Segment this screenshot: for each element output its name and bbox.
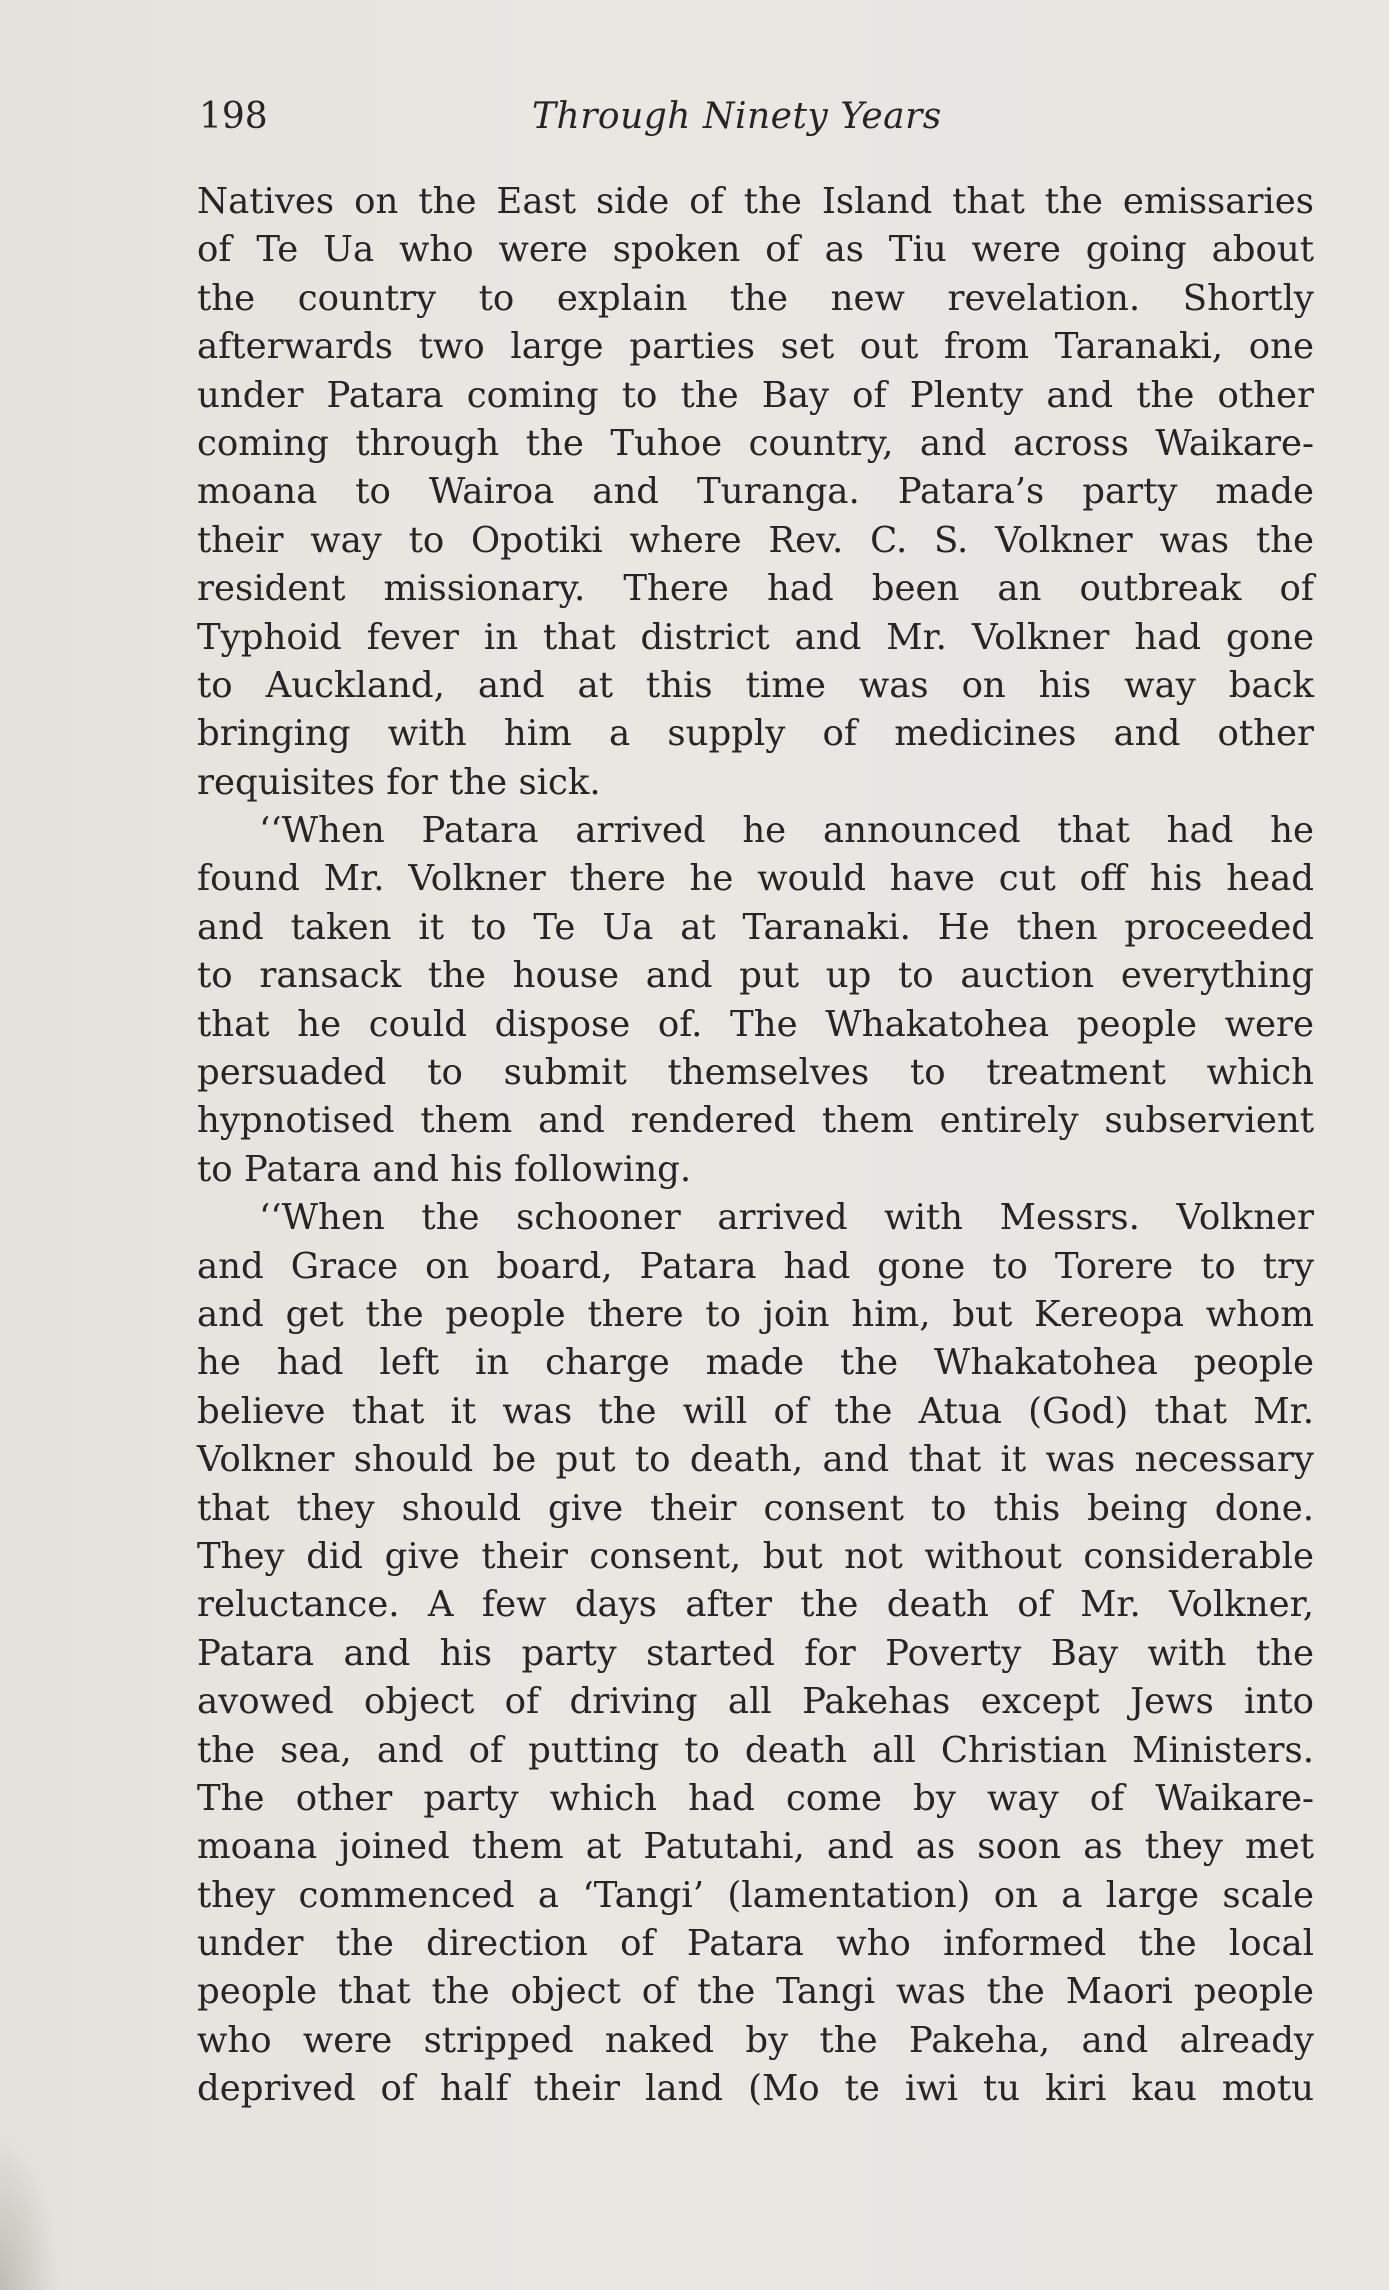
text-line: Natives on the East side of the Island that the emissaries [197,181,1314,222]
text-line: reluctance. A few days after the death of Mr. Volkner, [197,1584,1314,1626]
text-line: under Patara coming to the Bay of Plenty and the other [197,374,1314,416]
text-line: ‘‘When the schooner arrived with Messrs. Volkner [259,1197,1314,1239]
text-line: people that the object of the Tangi was the Maori people [197,1971,1314,2013]
text-line: the sea, and of putting to death all Christian Ministers. [197,1729,1314,1771]
text-line: and Grace on board, Patara had gone to Torere to try [197,1245,1314,1287]
page-header [197,92,1317,152]
text-line: and get the people there to join him, but Kereopa whom [197,1293,1314,1335]
text-line: they commenced a ‘Tangi’ (lamentation) on a large scale [197,1874,1314,1916]
page-number: 198 [199,96,268,137]
text-line: The other party which had come by way of Waikare- [197,1777,1314,1819]
text-line: of Te Ua who were spoken of as Tiu were going about [197,229,1314,271]
text-line: found Mr. Volkner there he would have cut off his head [197,858,1314,900]
text-line: to ransack the house and put up to auction everything [197,955,1314,997]
running-title: Through Ninety Years [532,96,942,137]
text-line: bringing with him a supply of medicines and other [197,713,1314,755]
text-line: moana to Wairoa and Turanga. Patara’s party made [197,471,1314,513]
paragraph-3 [197,1194,1314,2113]
text-line: afterwards two large parties set out from Taranaki, one [197,326,1314,368]
text-line: deprived of half their land (Mo te iwi tu kiri kau motu [197,2068,1314,2110]
text-line: coming through the Tuhoe country, and across Waikare- [197,422,1314,464]
text-line: and taken it to Te Ua at Taranaki. He then proceeded [197,906,1314,948]
text-line: They did give their consent, but not without considerable [197,1535,1314,1577]
text-line: Volkner should be put to death, and that it was necessary [197,1439,1314,1481]
text-line: Patara and his party started for Poverty Bay with the [197,1632,1314,1674]
text-line: requisites for the sick. [197,761,601,803]
text-line: Typhoid fever in that district and Mr. Volkner had gone [197,616,1314,658]
text-line: to Auckland, and at this time was on his way back [197,664,1314,706]
text-line: under the direction of Patara who informed the local [197,1923,1314,1965]
text-line: the country to explain the new revelation. Shortly [197,277,1314,319]
text-line: he had left in charge made the Whakatohea people [197,1342,1314,1384]
text-line: avowed object of driving all Pakehas except Jews into [197,1681,1314,1723]
text-line: believe that it was the will of the Atua (God) that Mr. [197,1390,1314,1432]
text-line: to Patara and his following. [197,1148,692,1190]
text-line: ‘‘When Patara arrived he announced that had he [259,810,1314,852]
text-line: resident missionary. There had been an outbreak of [197,568,1314,610]
text-line: persuaded to submit themselves to treatment which [197,1052,1314,1094]
text-line: that he could dispose of. The Whakatohea people were [197,1003,1314,1045]
text-line: moana joined them at Patutahi, and as soon as they met [197,1826,1314,1868]
text-line: hypnotised them and rendered them entirely subservient [197,1100,1314,1142]
text-line: their way to Opotiki where Rev. C. S. Volkner was the [197,519,1314,561]
body-text [197,178,1314,2114]
page-corner-shadow [0,2130,60,2290]
text-line: that they should give their consent to this being done. [197,1487,1314,1529]
paragraph-1 [197,178,1314,807]
text-line: who were stripped naked by the Pakeha, and already [197,2019,1314,2061]
paragraph-2 [197,807,1314,1194]
